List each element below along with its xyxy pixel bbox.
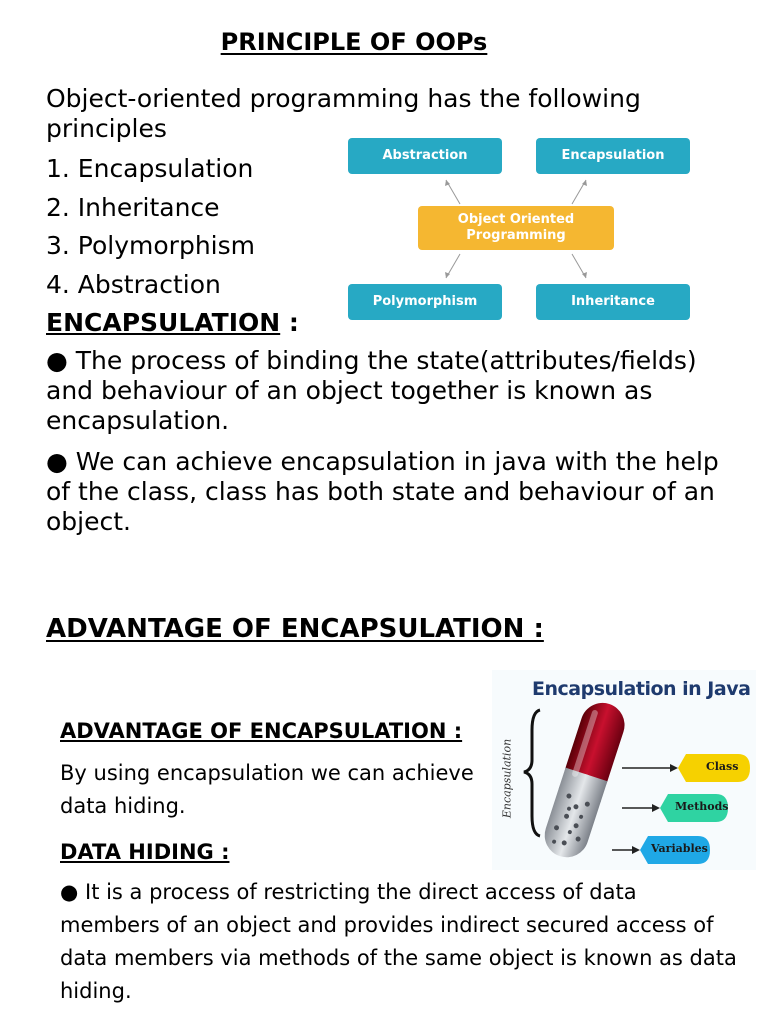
advantage-text: By using encapsulation we can achieve data hiding.	[60, 761, 474, 818]
brace-shape	[524, 710, 540, 836]
principle-item: 2. Inheritance	[46, 192, 220, 222]
intro-text: Object-oriented programming has the following principles	[46, 84, 641, 143]
advantage-heading: ADVANTAGE OF ENCAPSULATION :	[46, 614, 544, 644]
diagram-inheritance-box: Inheritance	[536, 284, 690, 320]
data-hiding-text: ● It is a process of restricting the direct access of data members of an object and provides indirect secured access of data members via methods of the same object is known as data hiding.	[60, 880, 737, 1003]
variables-label: Variables	[651, 842, 708, 855]
java-image-title: Encapsulation in Java	[532, 678, 751, 700]
oop-diagram	[346, 136, 692, 324]
diagram-encapsulation-box: Encapsulation	[536, 138, 690, 174]
principles-list	[46, 154, 346, 308]
principle-item: 3. Polymorphism	[46, 231, 255, 260]
encapsulation-java-image	[492, 670, 756, 870]
diagram-center-box: Object Oriented Programming	[418, 206, 614, 250]
capsule-icon	[539, 697, 630, 863]
principle-item: 4. Abstraction	[46, 269, 221, 299]
diagram-abstraction-box: Abstraction	[348, 138, 502, 174]
diagram-arrows	[346, 136, 692, 324]
class-label: Class	[706, 760, 739, 773]
principle-item: 1. Encapsulation	[46, 154, 254, 183]
page-title: PRINCIPLE OF OOPs	[220, 28, 488, 56]
encapsulation-paragraph-1: ● The process of binding the state(attributes/fields) and behaviour of an object together is known as encapsulation.	[46, 346, 697, 435]
java-image-side-label: Encapsulation	[500, 738, 514, 819]
encapsulation-heading: ENCAPSULATION :	[46, 308, 299, 337]
data-hiding-heading: DATA HIDING :	[60, 840, 230, 864]
diagram-polymorphism-box: Polymorphism	[348, 284, 502, 320]
encapsulation-paragraph-2: ● We can achieve encapsulation in java with the help of the class, class has both state and behaviour of an object.	[46, 447, 719, 536]
methods-label: Methods	[675, 800, 729, 813]
advantage-sub-heading: ADVANTAGE OF ENCAPSULATION :	[60, 719, 463, 743]
